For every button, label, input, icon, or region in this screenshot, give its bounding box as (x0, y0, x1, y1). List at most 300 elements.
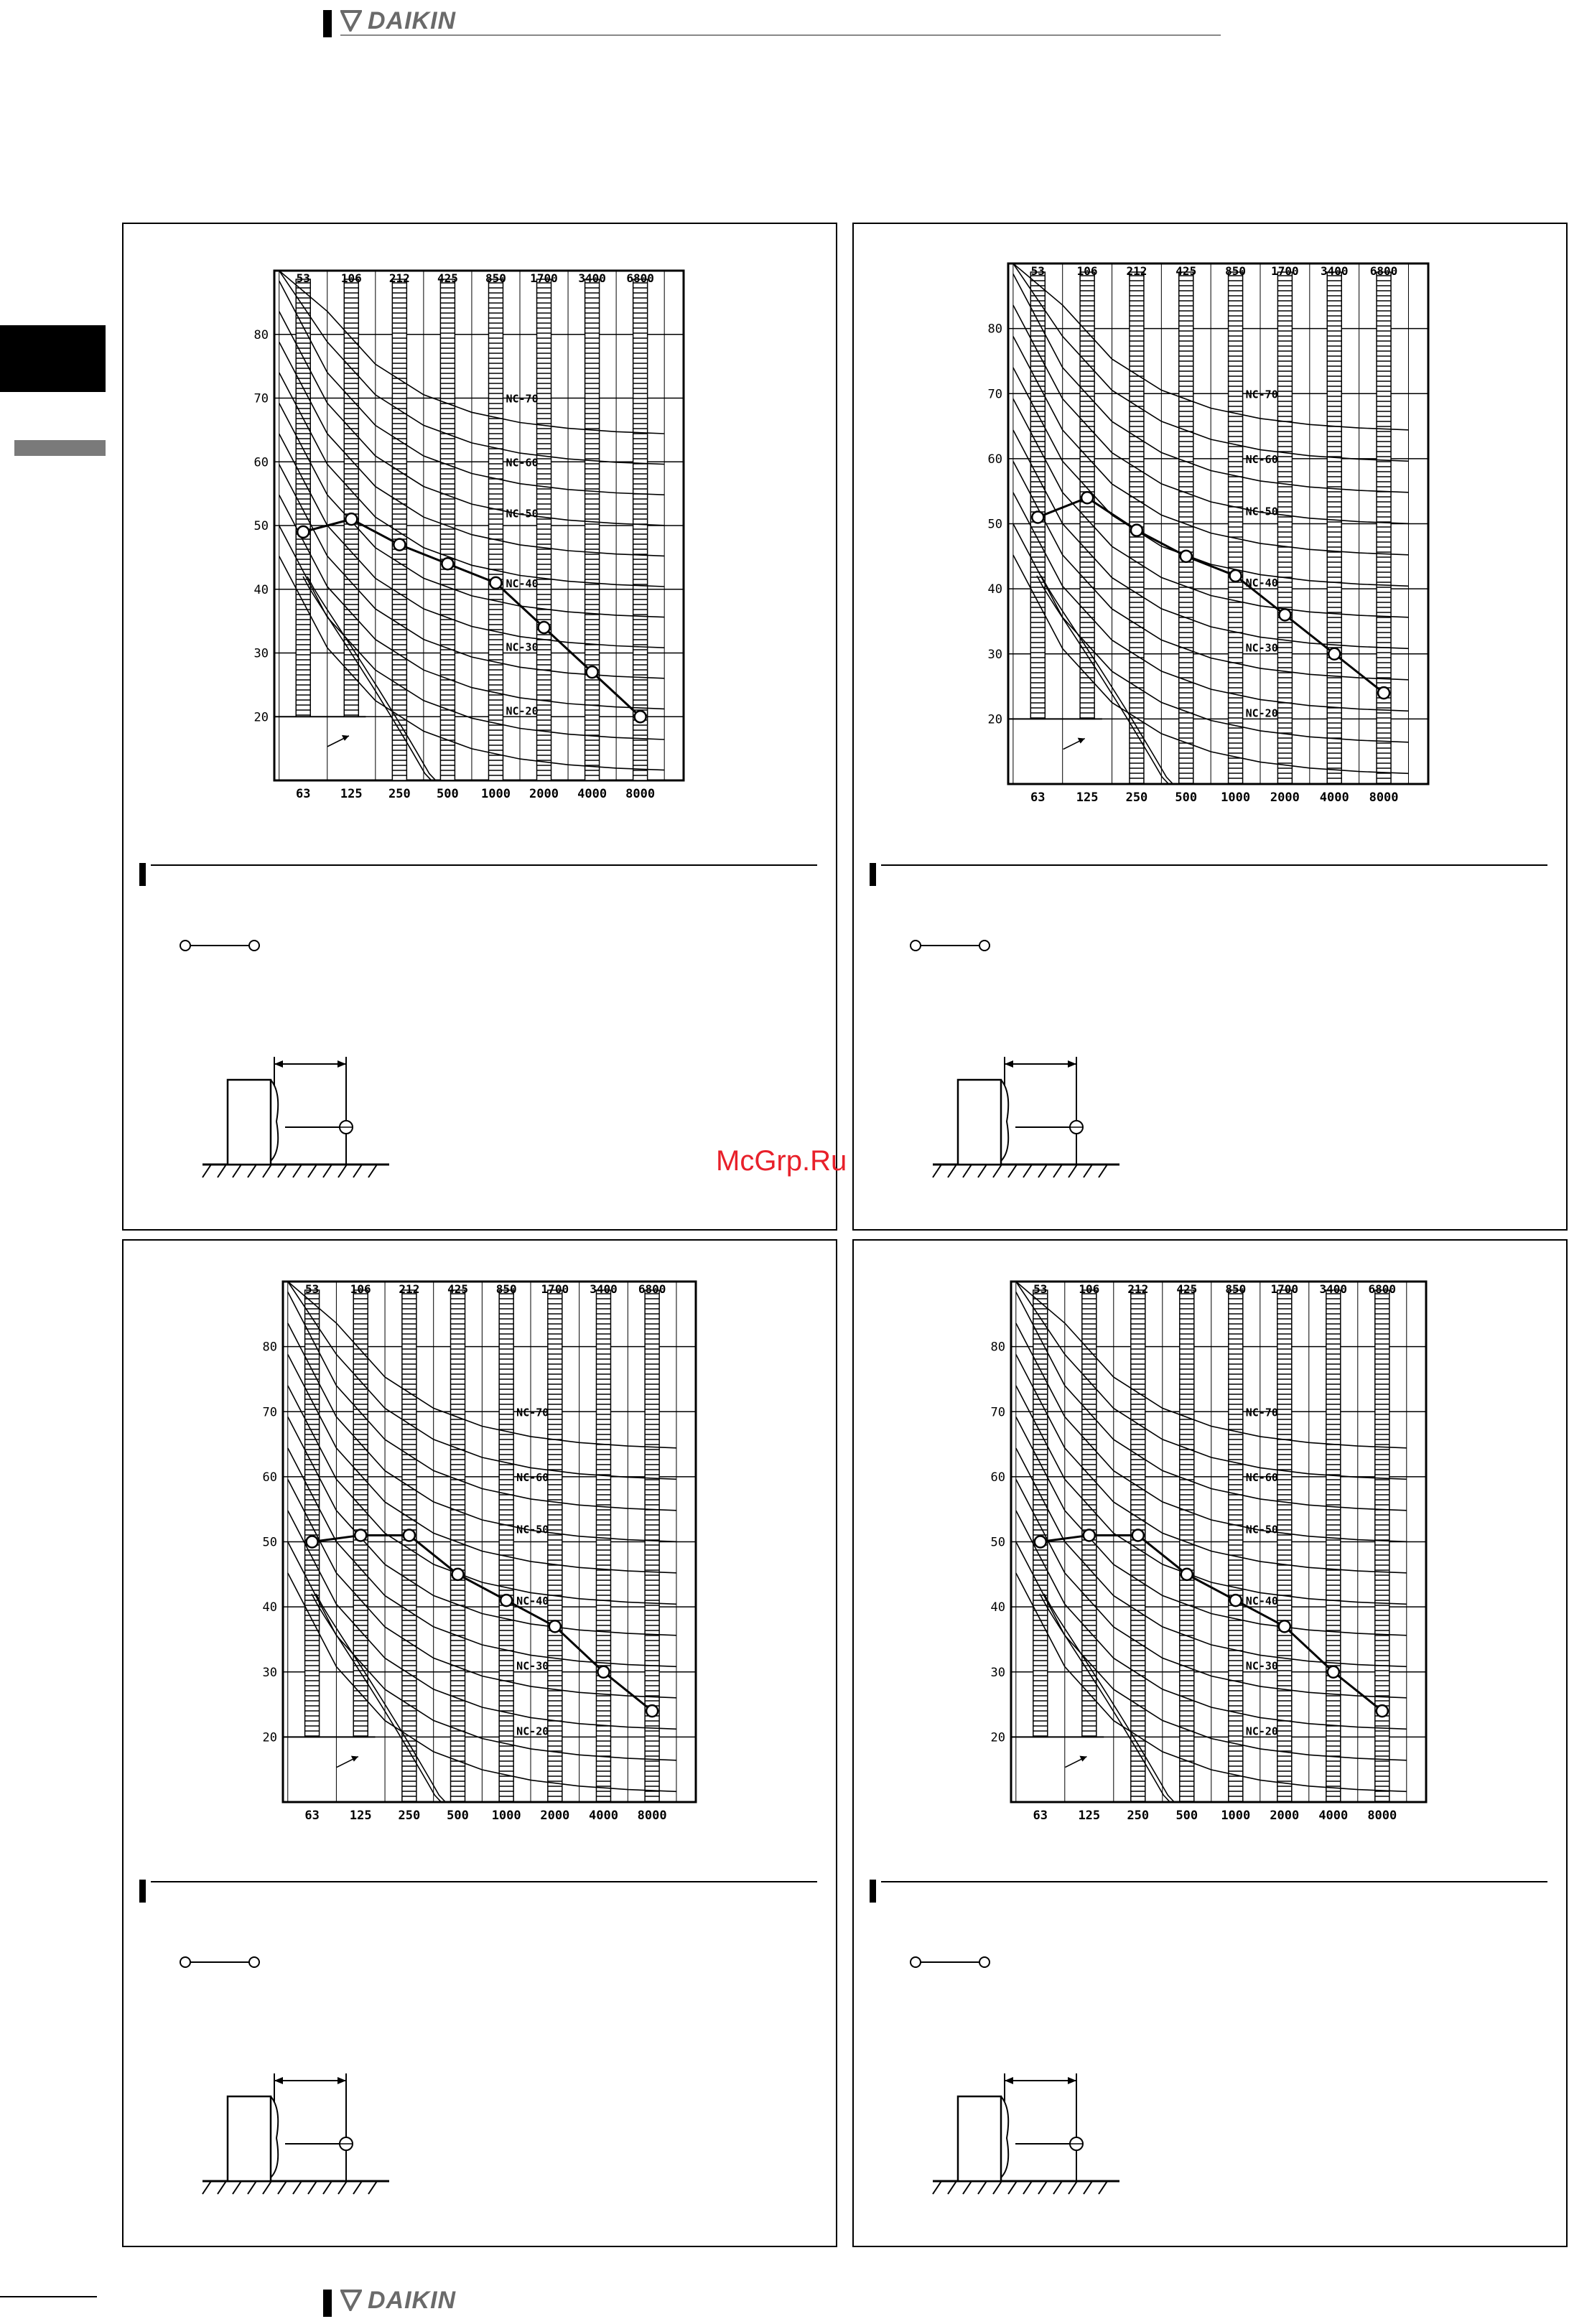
unit-icon (228, 2096, 271, 2181)
x-tick-label: 250 (1127, 1809, 1150, 1823)
y-tick-label: 30 (253, 646, 269, 661)
nc-label: NC-30 (516, 1659, 549, 1673)
x-tick-label: 4000 (1318, 1809, 1349, 1823)
y-tick-label: 30 (987, 647, 1002, 662)
band-outline (1277, 272, 1292, 784)
data-point (345, 513, 357, 525)
data-point (1378, 687, 1389, 699)
octave-band (537, 279, 551, 780)
arrow-head-icon (1079, 1756, 1086, 1762)
x-top-label: 1700 (1271, 264, 1299, 278)
x-tick-label: 4000 (1319, 790, 1349, 805)
x-tick-label: 63 (1030, 790, 1046, 805)
band-outline (305, 1290, 320, 1737)
data-point (1328, 1666, 1339, 1678)
y-tick-label: 60 (990, 1470, 1005, 1485)
nc-label: NC-60 (1245, 1470, 1278, 1484)
octave-band (1277, 1290, 1292, 1802)
nc-label: NC-20 (1245, 1725, 1278, 1738)
octave-band (305, 1290, 320, 1737)
octave-band (344, 279, 358, 717)
floor-hatch (248, 1165, 256, 1177)
floor-hatch (338, 1165, 347, 1177)
octave-band (1030, 272, 1045, 719)
floor-hatch (308, 1165, 317, 1177)
octave-band (296, 279, 310, 717)
nc-label: NC-70 (1245, 1406, 1278, 1419)
floor-hatch (263, 1165, 271, 1177)
unit-outlet (1001, 1080, 1008, 1161)
band-outline (451, 1290, 465, 1802)
side-marker (14, 440, 106, 456)
band-outline (1030, 272, 1045, 719)
band-outline (353, 1290, 368, 1737)
chart-panel (122, 223, 837, 1231)
nc-label: NC-60 (1245, 452, 1278, 466)
nc-label: NC-70 (506, 392, 539, 406)
x-tick-label: 2000 (540, 1809, 570, 1823)
floor-hatch (933, 2181, 941, 2194)
nc-chart (124, 1241, 836, 2246)
band-outline (1229, 1290, 1243, 1802)
y-tick-label: 40 (987, 582, 1002, 597)
data-point (452, 1569, 464, 1580)
floor-hatch (293, 1165, 302, 1177)
octave-band (499, 1290, 513, 1802)
floor-hatch (1038, 2181, 1047, 2194)
x-top-label: 106 (1079, 1282, 1100, 1296)
floor-hatch (1099, 2181, 1107, 2194)
x-tick-label: 500 (1175, 790, 1198, 805)
x-top-label: 212 (1126, 264, 1147, 278)
floor-hatch (948, 1165, 956, 1177)
x-tick-label: 8000 (637, 1809, 667, 1823)
y-tick-label: 40 (253, 582, 269, 597)
x-top-label: 425 (1176, 1282, 1198, 1296)
octave-band (1180, 1290, 1194, 1802)
data-point (1131, 525, 1142, 536)
legend-point (911, 1957, 921, 1967)
x-top-label: 53 (296, 271, 310, 285)
octave-band (440, 279, 455, 780)
threshold-curve (316, 1594, 472, 1802)
nc-chart (854, 224, 1566, 1229)
floor-hatch (308, 2181, 317, 2194)
x-top-label: 3400 (578, 271, 606, 285)
x-tick-label: 63 (304, 1809, 320, 1823)
x-top-label: 53 (304, 1282, 320, 1296)
data-point (297, 526, 309, 538)
nc-label: NC-50 (516, 1523, 549, 1536)
y-tick-label: 60 (253, 455, 269, 470)
y-tick-label: 80 (987, 322, 1002, 337)
arrow-left-icon (1005, 2077, 1013, 2084)
band-outline (1229, 272, 1243, 784)
header-logo: DAIKIN (368, 7, 457, 34)
arrow-head-icon (1078, 738, 1085, 744)
arrow-head-icon (342, 735, 349, 741)
data-point (404, 1529, 415, 1541)
x-tick-label: 8000 (625, 787, 656, 801)
header-rule (340, 34, 1221, 36)
band-outline (548, 1290, 562, 1802)
x-top-label: 212 (399, 1282, 420, 1296)
band-outline (499, 1290, 513, 1802)
floor-hatch (218, 1165, 226, 1177)
y-tick-label: 50 (987, 517, 1002, 532)
data-point (1132, 1529, 1144, 1541)
floor-hatch (1023, 2181, 1032, 2194)
y-tick-label: 40 (262, 1600, 277, 1615)
unit-icon (958, 2096, 1001, 2181)
unit-outlet (1001, 2096, 1008, 2178)
unit-outlet (271, 2096, 278, 2178)
arrow-left-icon (274, 1060, 283, 1068)
data-point (307, 1536, 318, 1548)
chart-panel (852, 223, 1568, 1231)
nc-label: NC-40 (506, 577, 539, 590)
page-footer (323, 2287, 1221, 2317)
nc-label: NC-70 (516, 1406, 549, 1419)
y-tick-label: 80 (253, 327, 269, 342)
nc-label: NC-20 (516, 1725, 549, 1738)
legend-point (180, 1957, 190, 1967)
x-tick-label: 500 (447, 1809, 469, 1823)
band-outline (344, 279, 358, 717)
data-point (539, 622, 550, 633)
data-point (1328, 648, 1340, 660)
data-point (646, 1705, 658, 1717)
x-tick-label: 8000 (1369, 790, 1399, 805)
floor-hatch (1084, 2181, 1092, 2194)
nc-label: NC-50 (506, 507, 539, 521)
floor-hatch (202, 1165, 211, 1177)
octave-band (633, 279, 648, 780)
data-point (1279, 609, 1290, 620)
floor-hatch (1068, 1165, 1077, 1177)
section-marker (870, 1880, 876, 1903)
x-tick-label: 1000 (491, 1809, 521, 1823)
data-point (1032, 511, 1043, 523)
floor-hatch (338, 2181, 347, 2194)
y-tick-label: 30 (262, 1665, 277, 1680)
x-top-label: 106 (340, 271, 362, 285)
octave-band (1033, 1290, 1048, 1737)
x-top-label: 425 (447, 1282, 468, 1296)
octave-band (1375, 1290, 1389, 1802)
data-point (1081, 492, 1093, 503)
band-outline (1179, 272, 1193, 784)
x-tick-label: 125 (349, 1809, 372, 1823)
floor-hatch (978, 1165, 987, 1177)
data-point (1181, 551, 1192, 562)
nc-label: NC-50 (1245, 1523, 1278, 1536)
x-tick-label: 63 (1033, 1809, 1048, 1823)
chart-panel (122, 1239, 837, 2247)
x-tick-label: 500 (437, 787, 459, 801)
y-tick-label: 50 (262, 1535, 277, 1550)
side-tab (0, 325, 106, 392)
octave-band (645, 1290, 659, 1802)
band-outline (1277, 1290, 1292, 1802)
floor-hatch (353, 1165, 362, 1177)
daikin-logo-icon (340, 10, 362, 32)
x-tick-label: 500 (1175, 1809, 1198, 1823)
y-tick-label: 40 (990, 1600, 1005, 1615)
arrow-left-icon (274, 2077, 283, 2084)
floor-hatch (323, 2181, 332, 2194)
nc-chart (124, 224, 836, 1229)
nc-label: NC-70 (1245, 388, 1278, 401)
x-tick-label: 4000 (588, 1809, 618, 1823)
x-top-label: 6800 (1368, 1282, 1397, 1296)
floor-hatch (1023, 1165, 1032, 1177)
octave-band (488, 279, 503, 780)
x-top-label: 850 (1225, 1282, 1247, 1296)
data-point (1181, 1569, 1193, 1580)
x-top-label: 6800 (1369, 264, 1398, 278)
nc-chart (854, 1241, 1566, 2246)
section-marker (139, 863, 146, 886)
y-tick-label: 20 (262, 1730, 277, 1745)
x-top-label: 1700 (530, 271, 558, 285)
x-tick-label: 250 (398, 1809, 421, 1823)
data-point (1230, 1595, 1242, 1606)
floor-hatch (278, 1165, 287, 1177)
y-tick-label: 20 (990, 1730, 1005, 1745)
x-tick-label: 125 (340, 787, 363, 801)
unit-icon (958, 1080, 1001, 1165)
x-tick-label: 1000 (1221, 1809, 1251, 1823)
data-point (635, 711, 646, 722)
measurement-diagram (202, 2073, 389, 2194)
y-tick-label: 50 (990, 1535, 1005, 1550)
band-outline (645, 1290, 659, 1802)
legend-point (979, 1957, 990, 1967)
floor-hatch (323, 1165, 332, 1177)
x-top-label: 425 (437, 271, 458, 285)
y-tick-label: 20 (987, 712, 1002, 727)
data-point (355, 1529, 366, 1541)
x-tick-label: 125 (1076, 790, 1099, 805)
floor-hatch (1008, 1165, 1017, 1177)
floor-hatch (963, 1165, 972, 1177)
data-point (490, 577, 501, 589)
threshold-curve (1044, 1594, 1201, 1802)
arrow-head-icon (351, 1756, 358, 1762)
floor-hatch (353, 2181, 362, 2194)
unit-outlet (271, 1080, 278, 1161)
data-point (501, 1595, 512, 1606)
data-point (1230, 570, 1242, 582)
floor-hatch (293, 2181, 302, 2194)
nc-label: NC-30 (1245, 1659, 1278, 1673)
measurement-diagram (933, 2073, 1119, 2194)
floor-hatch (993, 2181, 1002, 2194)
x-tick-label: 125 (1078, 1809, 1101, 1823)
data-point (587, 666, 598, 678)
x-top-label: 850 (485, 271, 506, 285)
x-top-label: 1700 (1270, 1282, 1299, 1296)
data-point (1084, 1529, 1095, 1541)
nc-label: NC-40 (1245, 577, 1278, 590)
x-tick-label: 2000 (529, 787, 559, 801)
threshold-curve (1037, 576, 1195, 784)
y-tick-label: 80 (262, 1340, 277, 1355)
x-top-label: 1700 (541, 1282, 569, 1296)
y-tick-label: 20 (253, 710, 269, 725)
y-tick-label: 50 (253, 519, 269, 533)
x-top-label: 6800 (626, 271, 654, 285)
y-tick-label: 60 (262, 1470, 277, 1485)
y-tick-label: 70 (987, 387, 1002, 402)
floor-hatch (948, 2181, 956, 2194)
nc-label: NC-60 (516, 1470, 549, 1484)
nc-label: NC-30 (1245, 641, 1278, 655)
x-tick-label: 2000 (1270, 1809, 1300, 1823)
nc-label: NC-40 (1245, 1595, 1278, 1608)
x-top-label: 53 (1033, 1282, 1048, 1296)
floor-hatch (202, 2181, 211, 2194)
data-point (1035, 1536, 1046, 1548)
floor-hatch (233, 1165, 241, 1177)
floor-hatch (248, 2181, 256, 2194)
x-tick-label: 250 (1125, 790, 1148, 805)
octave-band (1229, 272, 1243, 784)
nc-label: NC-30 (506, 640, 539, 654)
octave-band (1277, 272, 1292, 784)
floor-hatch (368, 2181, 377, 2194)
footer-left-rule (0, 2296, 97, 2297)
floor-hatch (978, 2181, 987, 2194)
band-outline (1033, 1290, 1048, 1737)
arrow-right-icon (1068, 1060, 1076, 1068)
arrow-right-icon (337, 1060, 346, 1068)
y-tick-label: 30 (990, 1665, 1005, 1680)
unit-icon (228, 1080, 271, 1165)
legend-point (979, 941, 990, 951)
x-tick-label: 63 (295, 787, 311, 801)
threshold-curve (307, 577, 462, 780)
octave-band (1082, 1290, 1097, 1737)
measurement-diagram (933, 1057, 1119, 1177)
floor-hatch (1099, 1165, 1107, 1177)
x-top-label: 3400 (1320, 264, 1349, 278)
floor-hatch (933, 1165, 941, 1177)
floor-hatch (1068, 2181, 1077, 2194)
chart-panel (852, 1239, 1568, 2247)
floor-hatch (218, 2181, 226, 2194)
band-outline (1180, 1290, 1194, 1802)
floor-hatch (1053, 2181, 1062, 2194)
floor-hatch (993, 1165, 1002, 1177)
floor-hatch (963, 2181, 972, 2194)
y-tick-label: 70 (262, 1405, 277, 1420)
x-top-label: 425 (1175, 264, 1197, 278)
floor-hatch (1053, 1165, 1062, 1177)
data-point (597, 1666, 609, 1678)
arrow-right-icon (337, 2077, 346, 2084)
arrow-right-icon (1068, 2077, 1076, 2084)
x-top-label: 3400 (1319, 1282, 1348, 1296)
nc-label: NC-20 (1245, 706, 1278, 720)
band-outline (296, 279, 310, 717)
legend-point (249, 1957, 259, 1967)
x-tick-label: 8000 (1367, 1809, 1397, 1823)
floor-hatch (1008, 2181, 1017, 2194)
x-tick-label: 1000 (480, 787, 511, 801)
x-top-label: 3400 (590, 1282, 618, 1296)
nc-label: NC-60 (506, 456, 539, 470)
floor-hatch (368, 1165, 377, 1177)
measurement-diagram (202, 1057, 389, 1177)
arrow-left-icon (1005, 1060, 1013, 1068)
daikin-logo-icon (340, 2290, 362, 2311)
nc-label: NC-20 (506, 704, 539, 718)
x-top-label: 106 (350, 1282, 371, 1296)
data-point (549, 1620, 561, 1632)
x-tick-label: 2000 (1270, 790, 1300, 805)
x-tick-label: 250 (388, 787, 411, 801)
data-point (1279, 1620, 1290, 1632)
y-tick-label: 60 (987, 452, 1002, 467)
footer-logo: DAIKIN (368, 2287, 457, 2314)
band-outline (1377, 272, 1391, 784)
legend-point (180, 941, 190, 951)
data-point (394, 539, 405, 551)
x-tick-label: 4000 (577, 787, 607, 801)
x-top-label: 850 (495, 1282, 517, 1296)
octave-band (548, 1290, 562, 1802)
x-top-label: 106 (1076, 264, 1098, 278)
x-top-label: 6800 (638, 1282, 666, 1296)
floor-hatch (1038, 1165, 1047, 1177)
octave-band (451, 1290, 465, 1802)
floor-hatch (263, 2181, 271, 2194)
watermark: McGrp.Ru (716, 1145, 847, 1177)
data-point (1377, 1705, 1388, 1717)
octave-band (1229, 1290, 1243, 1802)
octave-band (1179, 272, 1193, 784)
octave-band (353, 1290, 368, 1737)
floor-hatch (1084, 1165, 1092, 1177)
header-bar (323, 10, 332, 37)
y-tick-label: 70 (253, 391, 269, 406)
y-tick-label: 80 (990, 1340, 1005, 1355)
threshold-curve (1041, 576, 1199, 784)
x-top-label: 53 (1030, 264, 1045, 278)
x-top-label: 212 (388, 271, 410, 285)
y-tick-label: 70 (990, 1405, 1005, 1420)
octave-band (1377, 272, 1391, 784)
x-top-label: 212 (1127, 1282, 1149, 1296)
nc-label: NC-50 (1245, 505, 1278, 518)
section-marker (870, 863, 876, 886)
x-tick-label: 1000 (1221, 790, 1251, 805)
footer-bar (323, 2290, 332, 2317)
page-header (323, 7, 1221, 37)
section-marker (139, 1880, 146, 1903)
nc-label: NC-40 (516, 1595, 549, 1608)
x-top-label: 850 (1225, 264, 1247, 278)
floor-hatch (233, 2181, 241, 2194)
band-outline (1375, 1290, 1389, 1802)
legend-point (249, 941, 259, 951)
data-point (442, 558, 453, 569)
band-outline (1082, 1290, 1097, 1737)
floor-hatch (278, 2181, 287, 2194)
legend-point (911, 941, 921, 951)
